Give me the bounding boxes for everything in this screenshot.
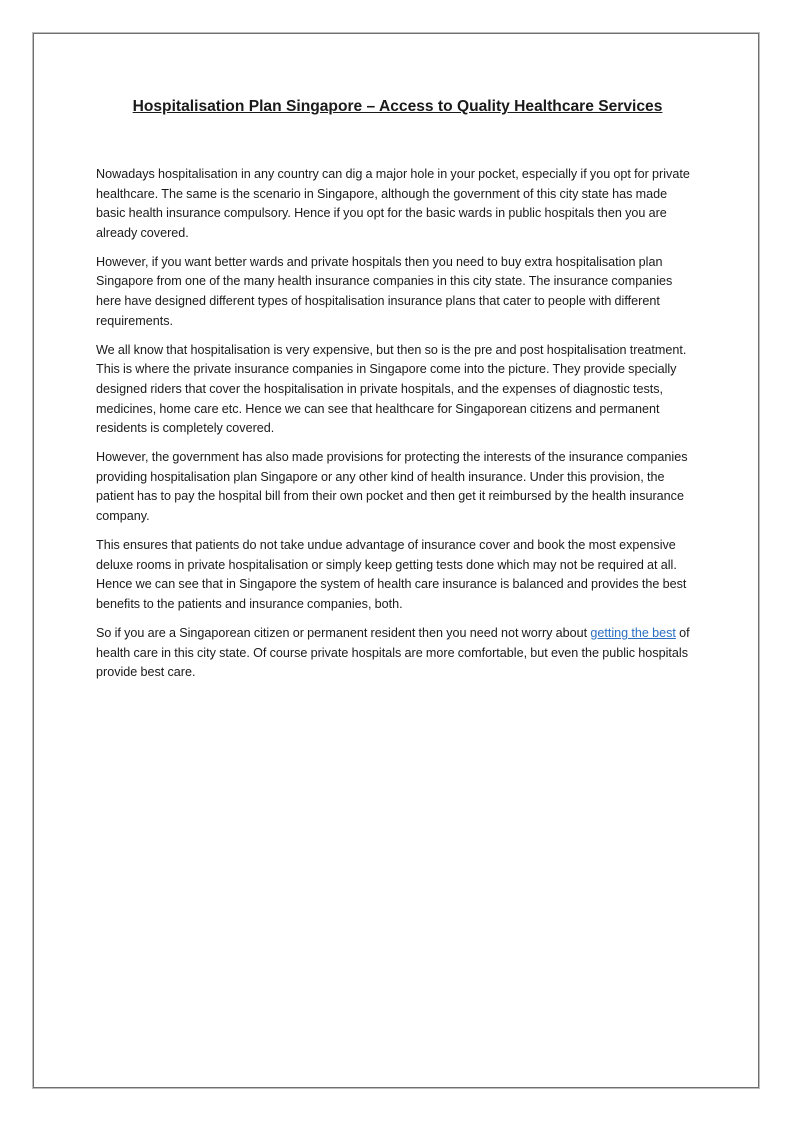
- document-title: Hospitalisation Plan Singapore – Access to Quality Healthcare Services: [132, 98, 663, 115]
- document-body: [96, 95, 699, 692]
- paragraph-5: This ensures that patients do not take undue advantage of insurance cover and book the most expensive deluxe rooms in private hospitalisation or simply keep getting tests done which may not be required at all. Hence we can see that in Singapore the system of health care insurance is balanced and provides the best benefits to the patients and insurance companies, both.: [96, 538, 687, 611]
- paragraph-6-text-before-link: So if you are a Singaporean citizen or permanent resident then you need not worry about: [96, 625, 591, 640]
- paragraph-4: However, the government has also made provisions for protecting the interests of the insurance companies providing hospitalisation plan Singapore or any other kind of health insurance. Under this provision, the patient has to pay the hospital bill from their own pocket and then get it reimbursed by the health insurance company.: [96, 450, 688, 523]
- paragraph-6-text-after-link: of health care in this city state. Of course private hospitals are more comfortable, but even the public hospitals provide best care.: [96, 625, 690, 680]
- paragraph-1: Nowadays hospitalisation in any country can dig a major hole in your pocket, especially if you opt for private healthcare. The same is the scenario in Singapore, although the government of this city state has made basic health insurance compulsory. Hence if you opt for the basic wards in public hospitals then you are already covered.: [96, 167, 690, 240]
- getting-the-best-link[interactable]: getting the best: [590, 625, 676, 640]
- paragraph-6: [96, 624, 699, 683]
- paragraph-2: However, if you want better wards and private hospitals then you need to buy extra hospitalisation plan Singapore from one of the many health insurance companies in this city state. The insurance companies here have designed different types of hospitalisation insurance plans that cater to people with different requirements.: [96, 254, 673, 328]
- paragraph-3: We all know that hospitalisation is very expensive, but then so is the pre and post hospitalisation treatment. This is where the private insurance companies in Singapore come into the picture. They provide specially designed riders that cover the hospitalisation in private hospitals, and the expenses of diagnostic tests, medicines, home care etc. Hence we can see that healthcare for Singaporean citizens and permanent residents is completely covered.: [96, 342, 687, 436]
